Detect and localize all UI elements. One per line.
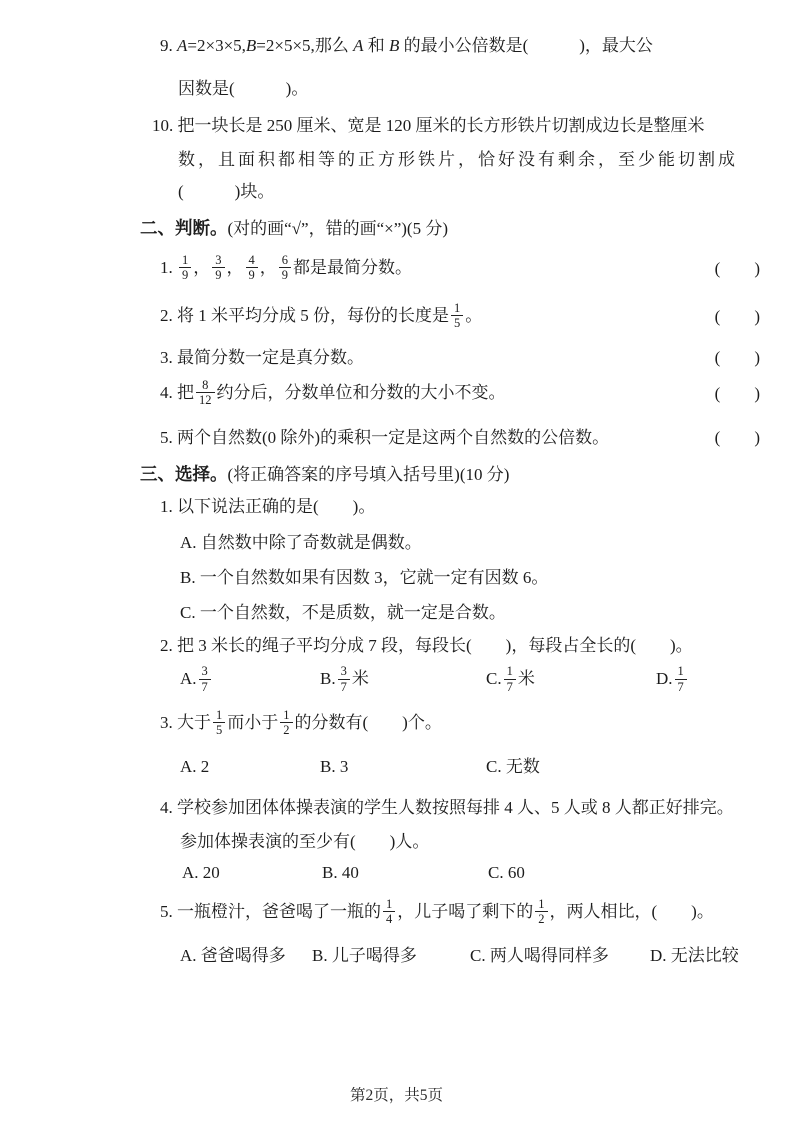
fraction-denominator: 9: [179, 267, 191, 282]
question-9-line-1: [140, 34, 760, 57]
judge-statement: [160, 426, 609, 449]
fraction: [196, 378, 215, 408]
choice-5-option-a: A. 爸爸喝得多: [180, 945, 286, 965]
choice-4-option-b: B. 40: [322, 862, 359, 882]
choice-question-4-line-1: [140, 796, 760, 819]
fraction-denominator: 7: [675, 679, 687, 694]
fraction-denominator: 2: [535, 911, 547, 926]
question-text: ，儿子喝了剩下的: [397, 901, 534, 921]
judge-item-3: [140, 346, 760, 369]
judge-item-5: [140, 426, 760, 449]
question-text: 以下说法正确的是( )。: [177, 497, 376, 517]
choice-question-5: [140, 898, 760, 928]
judge-item-2: [140, 302, 760, 332]
statement-text: 两个自然数(0 除外)的乘积一定是这两个自然数的公倍数。: [177, 428, 610, 448]
choice-question-1: [140, 495, 760, 518]
fraction-denominator: 4: [383, 911, 395, 926]
fraction-denominator: 7: [504, 679, 516, 694]
choice-2-option-d: [656, 665, 689, 695]
answer-blank: ( )块。: [178, 182, 275, 201]
question-text: 参加体操表演的至少有( )人。: [180, 831, 430, 851]
fraction: [675, 664, 687, 694]
math-var-a: A: [353, 36, 364, 55]
fraction: [451, 301, 463, 331]
fraction: [212, 253, 224, 283]
judge-statement: [160, 302, 482, 332]
section-title: 二、判断。: [140, 218, 228, 238]
fraction: [338, 664, 350, 694]
math-var-a: A: [177, 36, 188, 55]
fraction-numerator: 3: [340, 664, 347, 679]
math-var-b: B: [388, 36, 400, 55]
question-text: 那么: [314, 36, 354, 55]
judge-statement: [160, 379, 506, 409]
question-text: 学校参加团体体操表演的学生人数按照每排 4 人、5 人或 8 人都正好排完。: [177, 797, 734, 817]
choice-1-option-a: [140, 531, 760, 554]
page-footer: 第2页，共5页: [349, 1087, 443, 1104]
question-number: 9.: [160, 36, 173, 55]
answer-blank: ( ): [714, 347, 760, 367]
fraction-numerator: 1: [538, 896, 545, 911]
option-unit: 米: [517, 669, 535, 689]
fraction: [246, 253, 258, 283]
separator: ，: [259, 257, 277, 277]
answer-blank: ( ): [714, 383, 760, 403]
fraction-numerator: 6: [281, 253, 288, 267]
choice-3-option-c: C. 无数: [486, 756, 540, 776]
fraction-denominator: 7: [338, 679, 350, 694]
fraction-numerator: 8: [202, 377, 209, 392]
section-judge-header: [140, 217, 760, 240]
fraction: [213, 708, 225, 738]
choice-3-option-a: A. 2: [180, 756, 210, 776]
question-text: 的最小公倍数是( )，最大公: [399, 36, 653, 55]
math-var-b: B: [245, 36, 257, 55]
fraction-numerator: 1: [454, 300, 461, 315]
fraction-numerator: 1: [677, 664, 684, 679]
math-expr: =2×3×5,: [187, 36, 246, 55]
section-title: 三、选择。: [140, 464, 228, 485]
item-number: 4.: [160, 797, 173, 817]
fraction-denominator: 9: [246, 267, 258, 282]
item-number: 3.: [160, 347, 173, 367]
math-expr: =2×5×5,: [256, 36, 315, 55]
choice-2-option-b: [320, 665, 486, 695]
section-subtitle: (将正确答案的序号填入括号里)(10 分): [227, 465, 510, 485]
question-text: 把 3 米长的绳子平均分成 7 段，每段长( )，每段占全长的( )。: [177, 636, 693, 656]
question-10-line-1: [140, 114, 760, 137]
fraction: [179, 253, 191, 283]
question-text: 数，且面积都相等的正方形铁片，恰好没有剩余，至少能切割成: [178, 150, 738, 169]
choice-question-3: [140, 709, 760, 739]
fraction-numerator: 1: [182, 253, 189, 267]
answer-blank: ( ): [714, 428, 760, 448]
item-number: 1.: [160, 497, 173, 517]
fraction-denominator: 9: [279, 267, 291, 282]
judge-item-4: [140, 379, 760, 409]
choice-5-option-c: C. 两人喝得同样多: [470, 945, 609, 965]
option-text: A. 自然数中除了奇数就是偶数。: [180, 533, 422, 553]
option-label: B.: [320, 669, 336, 689]
statement-text: 最简分数一定是真分数。: [177, 347, 364, 367]
fraction: [383, 897, 395, 927]
fraction-numerator: 3: [215, 253, 222, 267]
item-number: 5.: [160, 428, 173, 448]
option-text: B. 一个自然数如果有因数 3，它就一定有因数 6。: [180, 568, 549, 588]
question-text: 的分数有( )个。: [294, 712, 442, 732]
fraction-numerator: 4: [248, 253, 255, 267]
item-number: 2.: [160, 305, 173, 325]
fraction-denominator: 2: [280, 722, 292, 737]
fraction-numerator: 1: [216, 708, 223, 722]
choice-1-option-b: [140, 566, 760, 589]
question-text: 和: [363, 36, 389, 55]
fraction: [279, 253, 291, 283]
choice-question-4-line-2: [140, 830, 760, 853]
fraction-numerator: 1: [506, 664, 513, 679]
judge-item-1: [140, 254, 760, 284]
statement-text: 约分后，分数单位和分数的大小不变。: [216, 382, 506, 402]
separator: ，: [193, 257, 211, 277]
item-number: 3.: [160, 712, 173, 732]
question-number: 10.: [152, 116, 174, 135]
item-number: 5.: [160, 901, 173, 921]
question-text: 一瓶橙汁，爸爸喝了一瓶的: [177, 901, 381, 921]
judge-statement: [160, 254, 412, 284]
statement-text: 将 1 米平均分成 5 份，每份的长度是: [177, 305, 449, 325]
question-text: 而小于: [227, 712, 279, 732]
separator: ，: [226, 257, 244, 277]
option-label: A.: [180, 669, 197, 689]
choice-question-2: [140, 634, 760, 657]
fraction: [280, 708, 292, 738]
choice-5-option-d: D. 无法比较: [650, 945, 739, 965]
choice-2-option-c: [486, 665, 656, 695]
choice-2-option-a: [180, 665, 320, 695]
option-unit: 米: [351, 669, 369, 689]
fraction-numerator: 1: [386, 896, 393, 911]
item-number: 2.: [160, 636, 173, 656]
fraction-denominator: 5: [213, 722, 225, 737]
section-subtitle: (对的画“√”，错的画“×”)(5 分): [227, 219, 448, 238]
fraction-numerator: 1: [283, 708, 290, 722]
section-choice-header: [140, 463, 760, 486]
fraction-denominator: 5: [451, 315, 463, 330]
fraction-numerator: 3: [201, 664, 208, 679]
choice-1-option-c: [140, 601, 760, 624]
question-10-line-3: [140, 180, 760, 203]
option-label: C.: [486, 669, 502, 689]
choice-4-option-c: C. 60: [488, 862, 525, 882]
fraction-denominator: 12: [196, 392, 215, 407]
choice-4-options: [140, 861, 760, 884]
question-text: 大于: [177, 712, 211, 732]
choice-3-option-b: B. 3: [320, 756, 349, 776]
fraction: [504, 664, 516, 694]
fraction: [199, 664, 211, 694]
question-text: 因数是( )。: [178, 79, 309, 98]
question-9-line-2: [140, 77, 760, 100]
item-number: 1.: [160, 257, 173, 277]
question-text: ，两人相比，( )。: [549, 901, 714, 921]
question-10-line-2: [140, 148, 760, 171]
choice-5-options: [140, 944, 760, 967]
option-label: D.: [656, 669, 673, 689]
item-number: 4.: [160, 382, 173, 402]
statement-text: 。: [465, 305, 483, 325]
choice-3-options: [140, 755, 760, 778]
answer-blank: ( ): [714, 307, 760, 327]
judge-statement: [160, 346, 364, 369]
option-text: C. 一个自然数，不是质数，就一定是合数。: [180, 603, 506, 623]
question-text: 把一块长是 250 厘米、宽是 120 厘米的长方形铁片切割成边长是整厘米: [177, 116, 705, 135]
choice-5-option-b: B. 儿子喝得多: [312, 945, 417, 965]
statement-text: 把: [177, 382, 194, 402]
answer-blank: ( ): [714, 259, 760, 279]
statement-text: 都是最简分数。: [293, 257, 412, 277]
fraction-denominator: 9: [212, 267, 224, 282]
choice-4-option-a: A. 20: [182, 862, 220, 882]
fraction: [535, 897, 547, 927]
choice-2-options: [140, 665, 760, 695]
fraction-denominator: 7: [199, 679, 211, 694]
